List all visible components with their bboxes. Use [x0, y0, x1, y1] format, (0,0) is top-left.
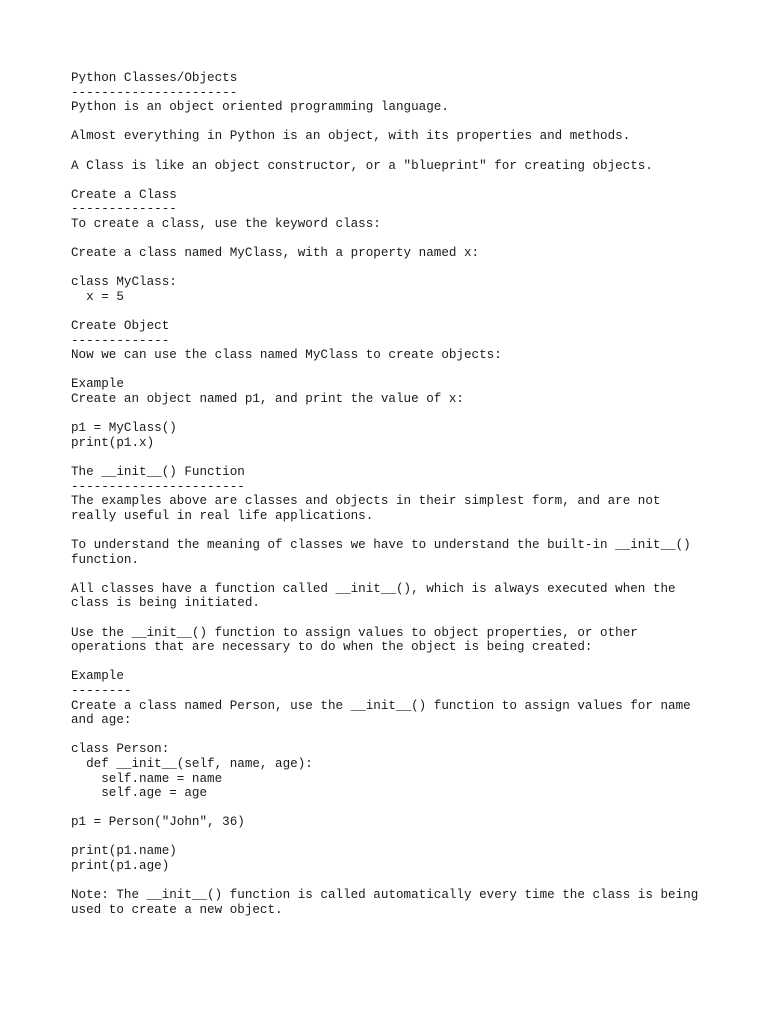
paragraph-gap [71, 523, 731, 538]
text-line: Almost everything in Python is an object, with its properties and methods. [71, 129, 631, 144]
text-block [71, 71, 731, 115]
text-line: Create a class named MyClass, with a property named x: [71, 246, 480, 261]
text-line: class MyClass: [71, 275, 177, 290]
text-block [71, 844, 731, 873]
text-block [71, 626, 731, 655]
text-line: To understand the meaning of classes we have to understand the built-in __init__() [71, 538, 691, 552]
text-line: ---------------------- [71, 85, 238, 100]
text-line: Create a class named Person, use the __init__() function to assign values for name [71, 698, 691, 713]
text-block [71, 275, 731, 304]
text-line: operations that are necessary to do when the object is being created: [71, 640, 593, 655]
text-line: Create Object [71, 319, 170, 334]
text-line: Example [71, 669, 124, 684]
text-line: used to create a new object. [71, 902, 283, 917]
text-line: function. [71, 552, 140, 567]
text-line: def __init__(self, name, age): [71, 756, 313, 771]
text-line: ------------- [71, 333, 170, 348]
text-line: -------- [71, 683, 132, 698]
text-line: print(p1.name) [71, 844, 177, 859]
text-line: self.age = age [71, 786, 208, 801]
text-line: print(p1.age) [71, 859, 170, 874]
text-block [71, 188, 731, 232]
text-line: -------------- [71, 202, 177, 217]
text-line: To create a class, use the keyword class: [71, 216, 381, 231]
text-line: The __init__() Function [71, 465, 245, 480]
text-line: Example [71, 377, 124, 392]
text-line: The examples above are classes and objects in their simplest form, and are not [71, 494, 661, 509]
text-line: Note: The __init__() function is called automatically every time the class is being [71, 888, 699, 903]
paragraph-gap [71, 173, 731, 188]
document-page [71, 71, 731, 917]
paragraph-gap [71, 611, 731, 626]
paragraph-gap [71, 874, 731, 889]
paragraph-gap [71, 261, 731, 276]
text-block [71, 582, 731, 611]
text-line: Python Classes/Objects [71, 71, 238, 85]
text-line: class Person: [71, 742, 170, 757]
text-line: Create an object named p1, and print the value of x: [71, 392, 464, 407]
text-block [71, 319, 731, 363]
paragraph-gap [71, 305, 731, 320]
text-block [71, 742, 731, 800]
paragraph-gap [71, 144, 731, 159]
text-line: self.name = name [71, 771, 223, 786]
text-block [71, 129, 731, 144]
paragraph-gap [71, 655, 731, 670]
text-line: Now we can use the class named MyClass to create objects: [71, 348, 502, 363]
text-line: Use the __init__() function to assign values to object properties, or other [71, 625, 638, 640]
text-line: x = 5 [71, 289, 124, 304]
text-line: and age: [71, 713, 132, 728]
paragraph-gap [71, 830, 731, 845]
paragraph-gap [71, 450, 731, 465]
text-line: print(p1.x) [71, 435, 155, 450]
text-line: Python is an object oriented programming language. [71, 100, 449, 115]
text-block [71, 669, 731, 727]
text-block [71, 538, 731, 567]
text-block [71, 377, 731, 406]
text-block [71, 159, 731, 174]
text-line: A Class is like an object constructor, or a "blueprint" for creating objects. [71, 158, 653, 173]
text-line: p1 = MyClass() [71, 421, 177, 436]
text-line: ----------------------- [71, 479, 245, 494]
text-block [71, 465, 731, 523]
paragraph-gap [71, 407, 731, 422]
text-block [71, 246, 731, 261]
paragraph-gap [71, 115, 731, 130]
paragraph-gap [71, 567, 731, 582]
paragraph-gap [71, 363, 731, 378]
text-line: class is being initiated. [71, 596, 260, 611]
text-line: Create a Class [71, 187, 177, 202]
text-line: really useful in real life applications. [71, 508, 374, 523]
text-block [71, 815, 731, 830]
paragraph-gap [71, 232, 731, 247]
text-line: All classes have a function called __init__(), which is always executed when the [71, 581, 676, 596]
text-block [71, 421, 731, 450]
text-block [71, 888, 731, 917]
text-line: p1 = Person("John", 36) [71, 815, 245, 830]
paragraph-gap [71, 728, 731, 743]
paragraph-gap [71, 801, 731, 816]
